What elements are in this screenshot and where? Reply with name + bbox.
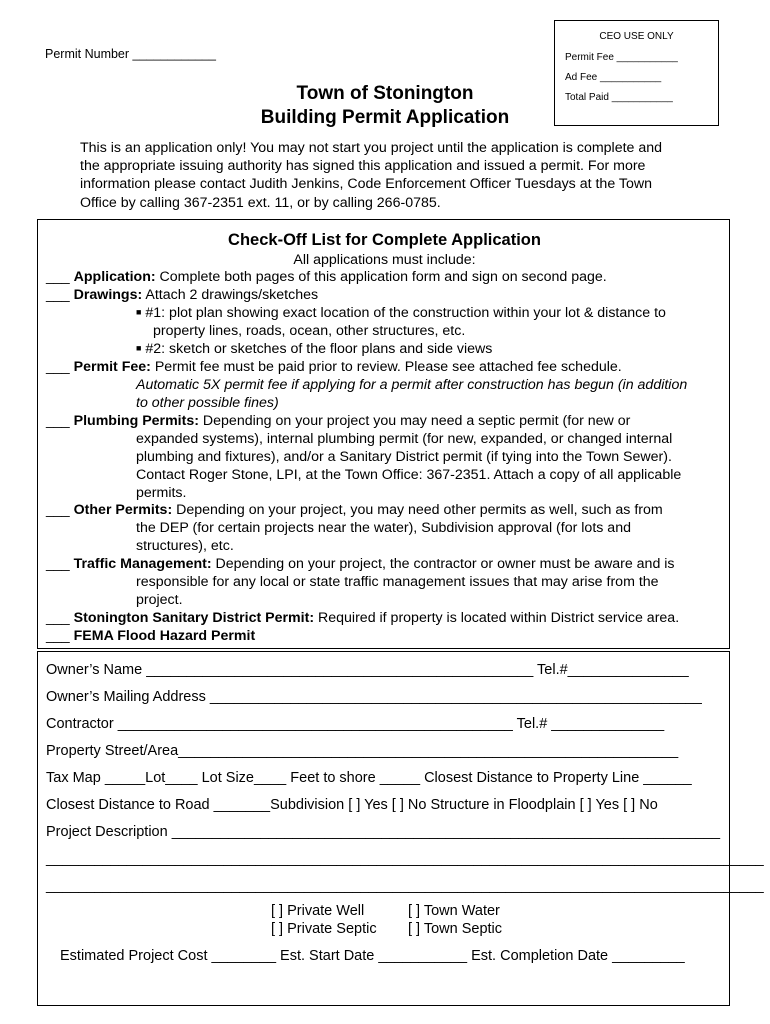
item-label: FEMA Flood Hazard Permit <box>73 628 256 644</box>
traffic-line-2: responsible for any local or state traffic management issues that may arise from the <box>136 574 659 590</box>
item-text: Required if property is located within District service area. <box>314 610 680 626</box>
private-septic-checkbox[interactable]: [ ] Private Septic <box>271 921 377 937</box>
contractor-field[interactable]: Contractor _________________________________________________ Tel.# ______________ <box>46 716 665 732</box>
checklist-item-other[interactable] <box>46 502 663 518</box>
check-blank[interactable]: ___ <box>46 610 74 626</box>
drawing-bullet-1-cont: property lines, roads, ocean, other structures, etc. <box>153 323 466 339</box>
other-line-2: the DEP (for certain projects near the water), Subdivision approval (for lots and <box>136 520 631 536</box>
plumbing-line-2: expanded systems), internal plumbing permit (for new, expanded, or changed internal <box>136 431 673 447</box>
check-blank[interactable]: ___ <box>46 628 74 644</box>
application-form-box <box>37 651 764 1006</box>
traffic-line-3: project. <box>136 592 183 608</box>
bullet-text: #1: plot plan showing exact location of the construction within your lot & distance to <box>145 305 666 321</box>
town-water-checkbox[interactable]: [ ] Town Water <box>408 903 500 919</box>
permit-number-field[interactable]: Permit Number ____________ <box>45 47 216 61</box>
property-street-field[interactable]: Property Street/Area______________________________________________________________ <box>46 743 679 759</box>
fee-warning-cont: to other possible fines) <box>136 395 279 411</box>
item-text: Attach 2 drawings/sketches <box>142 287 319 303</box>
permit-fee-field[interactable]: Permit Fee ___________ <box>565 52 678 63</box>
item-label: Plumbing Permits: <box>73 413 199 429</box>
town-title: Town of Stonington <box>296 83 474 104</box>
check-blank[interactable]: ___ <box>46 556 74 572</box>
owner-name-field[interactable]: Owner’s Name ________________________________________________ Tel.#_______________ <box>46 662 689 678</box>
checklist-item-sanitary[interactable] <box>46 610 679 626</box>
intro-paragraph <box>80 139 720 212</box>
checklist-item-fema[interactable] <box>46 628 255 644</box>
project-description-line[interactable]: _________________________________________________________________________________________ <box>46 851 764 867</box>
square-bullet-icon: ■ <box>136 307 142 317</box>
check-blank[interactable]: ___ <box>46 413 74 429</box>
total-paid-field[interactable]: Total Paid ___________ <box>565 92 673 103</box>
check-blank[interactable]: ___ <box>46 287 74 303</box>
item-text: Depending on your project you may need a septic permit (for new or <box>198 413 631 429</box>
item-text: Complete both pages of this application form and sign on second page. <box>155 269 607 285</box>
mailing-address-field[interactable]: Owner’s Mailing Address _____________________________________________________________ <box>46 689 702 705</box>
intro-line: information please contact Judith Jenkins, Code Enforcement Officer Tuesdays at the Town <box>80 176 653 193</box>
checklist-heading: Check-Off List for Complete Application <box>228 231 541 249</box>
plumbing-line-3: plumbing and fixtures), and/or a Sanitary District permit (if tying into the Town Sewer). <box>136 449 672 465</box>
drawing-bullet-2 <box>136 341 492 357</box>
item-text: Permit fee must be paid prior to review. Please see attached fee schedule. <box>150 359 622 375</box>
project-description-line[interactable]: _________________________________________________________________________________________ <box>46 878 764 894</box>
check-blank[interactable]: ___ <box>46 269 74 285</box>
intro-line: the appropriate issuing authority has signed this application and issued a permit. For more <box>80 158 646 175</box>
check-blank[interactable]: ___ <box>46 359 74 375</box>
check-blank[interactable]: ___ <box>46 502 74 518</box>
checklist-subheading: All applications must include: <box>293 252 476 268</box>
town-septic-checkbox[interactable]: [ ] Town Septic <box>408 921 503 937</box>
cost-dates-row[interactable]: Estimated Project Cost ________ Est. Start Date ___________ Est. Completion Date _________ <box>60 948 685 964</box>
intro-line: This is an application only! You may not start you project until the application is complete and <box>80 140 663 156</box>
private-well-checkbox[interactable]: [ ] Private Well <box>271 903 365 919</box>
checklist-item-traffic[interactable] <box>46 556 675 572</box>
plumbing-line-4: Contact Roger Stone, LPI, at the Town Office: 367-2351. Attach a copy of all applicable <box>136 467 682 483</box>
bullet-text: #2: sketch or sketches of the floor plans and side views <box>145 341 493 357</box>
road-distance-row[interactable]: Closest Distance to Road _______Subdivision [ ] Yes [ ] No Structure in Floodplain [ ] Yes [ ] No <box>46 797 658 813</box>
item-label: Permit Fee: <box>73 359 151 375</box>
checklist-box <box>37 219 730 649</box>
drawing-bullet-1 <box>136 305 666 321</box>
ceo-title: CEO USE ONLY <box>599 31 674 42</box>
checklist-item-plumbing[interactable] <box>46 413 630 429</box>
other-line-3: structures), etc. <box>136 538 234 554</box>
item-label: Application: <box>73 269 156 285</box>
fee-warning: Automatic 5X permit fee if applying for a permit after construction has begun (in addition <box>136 377 688 393</box>
project-description-field[interactable]: Project Description ____________________________________________________________________ <box>46 824 721 840</box>
checklist-item-permit-fee[interactable] <box>46 359 622 375</box>
intro-line: Office by calling 367-2351 ext. 11, or by calling 266-0785. <box>80 194 441 211</box>
plumbing-line-5: permits. <box>136 485 187 501</box>
item-label: Other Permits: <box>73 502 173 518</box>
page-title: Building Permit Application <box>260 107 510 128</box>
checklist-item-drawings[interactable] <box>46 287 318 303</box>
checklist-item-application[interactable] <box>46 269 607 285</box>
item-label: Traffic Management: <box>73 556 212 572</box>
item-label: Stonington Sanitary District Permit: <box>73 610 315 626</box>
item-text: Depending on your project, the contractor or owner must be aware and is <box>211 556 675 572</box>
tax-map-row[interactable]: Tax Map _____Lot____ Lot Size____ Feet to shore _____ Closest Distance to Property Line ______ <box>46 770 692 786</box>
item-label: Drawings: <box>73 287 143 303</box>
square-bullet-icon: ■ <box>136 343 142 353</box>
item-text: Depending on your project, you may need other permits as well, such as from <box>172 502 663 518</box>
ad-fee-field[interactable]: Ad Fee ___________ <box>565 72 662 83</box>
